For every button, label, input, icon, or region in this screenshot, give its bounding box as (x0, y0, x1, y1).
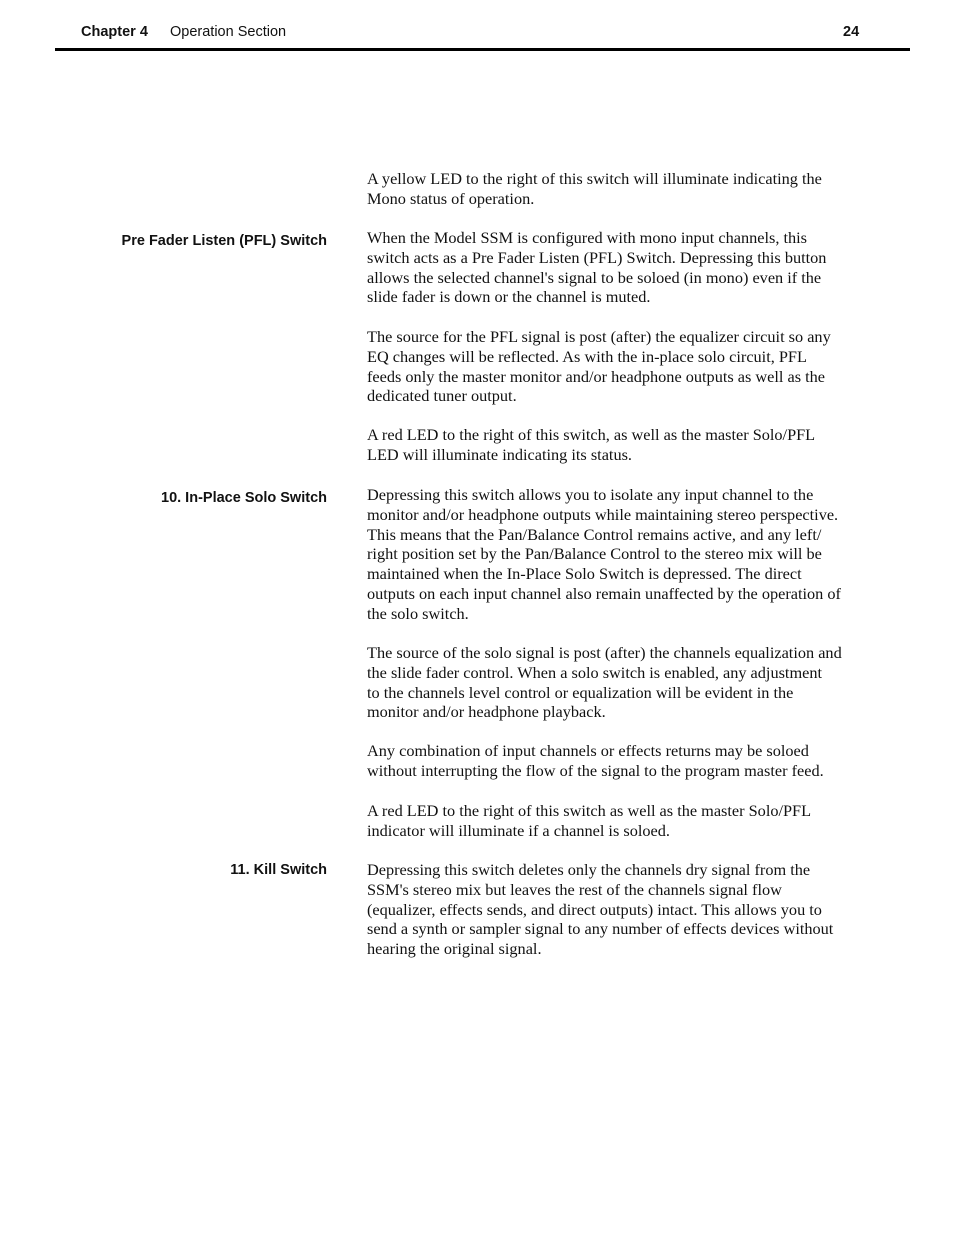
pfl-paragraph-1: When the Model SSM is configured with mono input channels, this switch acts as a Pre Fader Listen (PFL) Switch. Depressing this button allows the selected channel's signal to be soloed (in mono) even if the slide fader is down or the channel is muted. (367, 228, 827, 307)
pfl-paragraph-3: A red LED to the right of this switch, as well as the master Solo/PFL LED will illuminate indicating its status. (367, 425, 816, 464)
heading-kill-switch: 11. Kill Switch (230, 862, 327, 878)
kill-paragraph-1: Depressing this switch deletes only the channels dry signal from the SSM's stereo mix but leaves the rest of the channels signal flow (equalizer, effects sends, and direct outputs) intact. This allows you to send a synth or sampler signal to any number of effects devices without hearing the original signal. (367, 860, 834, 959)
header-rule (55, 48, 910, 51)
heading-pfl-switch: Pre Fader Listen (PFL) Switch (121, 233, 327, 249)
mono-led-paragraph: A yellow LED to the right of this switch will illuminate indicating the Mono status of operation. (367, 169, 822, 208)
page-number: 24 (843, 24, 860, 40)
solo-paragraph-3: Any combination of input channels or effects returns may be soloed without interrupting the flow of the signal to the program master feed. (367, 741, 824, 780)
solo-paragraph-1: Depressing this switch allows you to isolate any input channel to the monitor and/or headphone outputs while maintaining stereo perspective. This means that the Pan/Balance Control remains active, and any left/ right position set by the Pan/Balance Control to the stereo mix will be maintained when the In-Place Solo Switch is depressed. The direct outputs on each input channel also remain unaffected by the operation of the solo switch. (367, 485, 841, 623)
chapter-label: Chapter 4 (81, 24, 148, 40)
pfl-paragraph-2: The source for the PFL signal is post (after) the equalizer circuit so any EQ changes will be reflected. As with the in-place solo circuit, PFL feeds only the master monitor and/or headphone outputs as well as the dedicated tuner output. (367, 327, 831, 406)
section-title: Operation Section (170, 24, 287, 40)
heading-in-place-solo-switch: 10. In-Place Solo Switch (161, 490, 327, 506)
page-header (81, 22, 861, 42)
solo-paragraph-4: A red LED to the right of this switch as well as the master Solo/PFL indicator will illuminate if a channel is soloed. (367, 801, 812, 840)
solo-paragraph-2: The source of the solo signal is post (after) the channels equalization and the slide fader control. When a solo switch is enabled, any adjustment to the channels level control or equalization will be evident in the monitor and/or headphone playback. (367, 643, 842, 722)
